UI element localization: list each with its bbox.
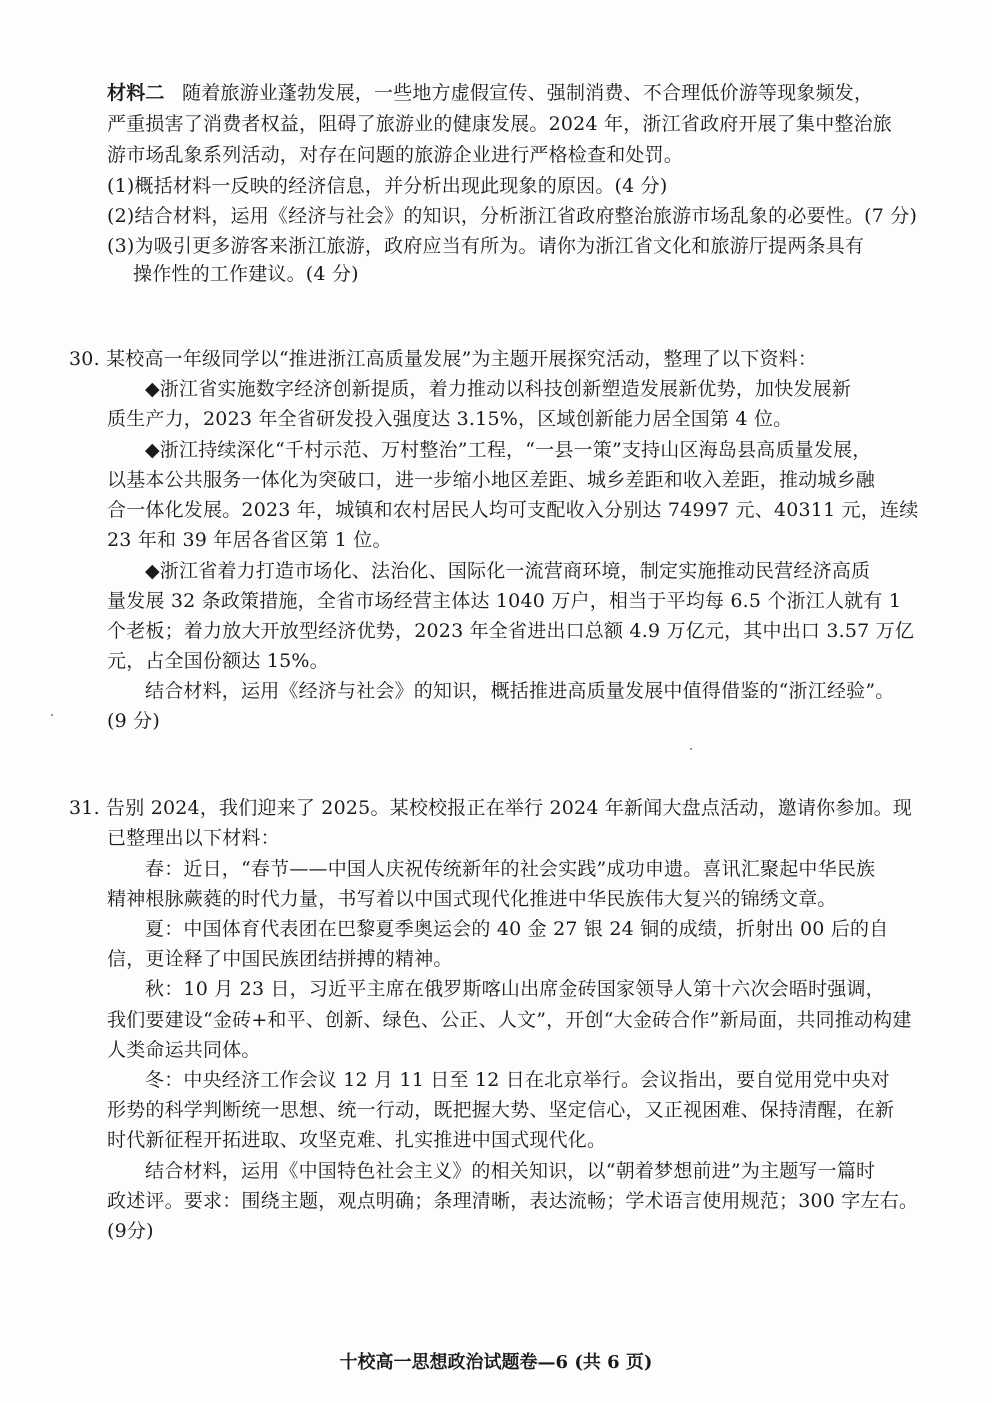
question-31-text: 信，更诠释了中国民族团结拼搏的精神。: [107, 948, 453, 970]
question-30-text: 质生产力，2023 年全省研发投入强度达 3.15%，区域创新能力居全国第 4 位。: [107, 408, 793, 430]
question-31-task: 结合材料，运用《中国特色社会主义》的相关知识，以“朝着梦想前进”为主题写一篇时: [145, 1160, 876, 1182]
question-29-3-cont: 操作性的工作建议。(4 分): [133, 263, 359, 285]
question-31-text: 政述评。要求：围绕主题，观点明确；条理清晰，表达流畅；学术语言使用规范；300 字左右。: [107, 1190, 919, 1212]
question-31-text: 时代新征程开拓进取、攻坚克难、扎实推进中国式现代化。: [107, 1129, 607, 1151]
question-31-text: 人类命运共同体。: [107, 1039, 261, 1061]
scan-speck: [690, 748, 692, 750]
question-29-2: (2)结合材料，运用《经济与社会》的知识，分析浙江省政府整治旅游市场乱象的必要性。(7 分): [107, 205, 918, 227]
question-31-text: 形势的科学判断统一思想、统一行动，既把握大势、坚定信心，又正视困难、保持清醒，在新: [107, 1099, 895, 1121]
question-31-summer: 夏：中国体育代表团在巴黎夏季奥运会的 40 金 27 银 24 铜的成绩，折射出 00 后的自: [145, 918, 889, 940]
question-29-1: (1)概括材料一反映的经济信息，并分析出现此现象的原因。(4 分): [107, 175, 668, 197]
question-31-text: 已整理出以下材料：: [107, 827, 280, 849]
question-30-text: 合一体化发展。2023 年，城镇和农村居民人均可支配收入分别达 74997 元、40311 元，连续: [107, 499, 919, 521]
question-30-score: (9 分): [107, 710, 160, 732]
material-two-text: 随着旅游业蓬勃发展，一些地方虚假宣传、强制消费、不合理低价游等现象频发，: [182, 82, 874, 104]
question-30-text: ◆浙江持续深化“千村示范、万村整治”工程，“一县一策”支持山区海岛县高质量发展，: [145, 439, 872, 461]
question-30-text: 个老板；着力放大开放型经济优势，2023 年全省进出口总额 4.9 万亿元，其中出口 3.57 万亿: [107, 620, 915, 642]
material-two-text: 游市场乱象系列活动，对存在问题的旅游企业进行严格检查和处罚。: [107, 144, 684, 166]
question-30-text: 量发展 32 条政策措施，全省市场经营主体达 1040 万户，相当于平均每 6.5 个浙江人就有 1: [107, 590, 902, 612]
question-31-text: 精神根脉蕨蕤的时代力量，书写着以中国式现代化推进中华民族伟大复兴的锦绣文章。: [107, 888, 837, 910]
question-31-winter: 冬：中央经济工作会议 12 月 11 日至 12 日在北京举行。会议指出，要自觉用党中央对: [145, 1069, 890, 1091]
page-footer: 十校高一思想政治试题卷—6 (共 6 页): [339, 1352, 653, 1373]
question-29-3: (3)为吸引更多游客来浙江旅游，政府应当有所为。请你为浙江省文化和旅游厅提两条具有: [107, 235, 865, 257]
question-30-text: ◆浙江省实施数字经济创新提质，着力推动以科技创新塑造发展新优势，加快发展新: [145, 378, 852, 400]
material-two-label: 材料二: [107, 82, 165, 104]
question-30-text: 23 年和 39 年居各省区第 1 位。: [107, 529, 392, 551]
question-30-stem: 30. 某校高一年级同学以“推进浙江高质量发展”为主题开展探究活动，整理了以下资料：: [69, 348, 818, 370]
material-two-text: 严重损害了消费者权益，阻碍了旅游业的健康发展。2024 年，浙江省政府开展了集中整治旅: [107, 113, 892, 135]
question-30-text: 以基本公共服务一体化为突破口，进一步缩小地区差距、城乡差距和收入差距，推动城乡融: [107, 469, 876, 491]
question-31-spring: 春：近日，“春节——中国人庆祝传统新年的社会实践”成功申遗。喜讯汇聚起中华民族: [145, 858, 876, 880]
question-31-stem: 31. 告别 2024，我们迎来了 2025。某校校报正在举行 2024 年新闻大盘点活动，邀请你参加。现: [69, 797, 913, 819]
question-30-task: 结合材料，运用《经济与社会》的知识，概括推进高质量发展中值得借鉴的“浙江经验”。: [145, 680, 895, 702]
scan-speck: [51, 714, 53, 716]
question-31-score: (9分): [107, 1220, 154, 1242]
question-30-text: ◆浙江省着力打造市场化、法治化、国际化一流营商环境，制定实施推动民营经济高质: [145, 560, 871, 582]
question-31-text: 我们要建设“金砖+和平、创新、绿色、公正、人文”，开创“大金砖合作”新局面，共同推动构建: [107, 1009, 912, 1031]
question-31-autumn: 秋：10 月 23 日，习近平主席在俄罗斯喀山出席金砖国家领导人第十六次会晤时强调，: [145, 978, 885, 1000]
question-30-text: 元，占全国份额达 15%。: [107, 650, 329, 672]
